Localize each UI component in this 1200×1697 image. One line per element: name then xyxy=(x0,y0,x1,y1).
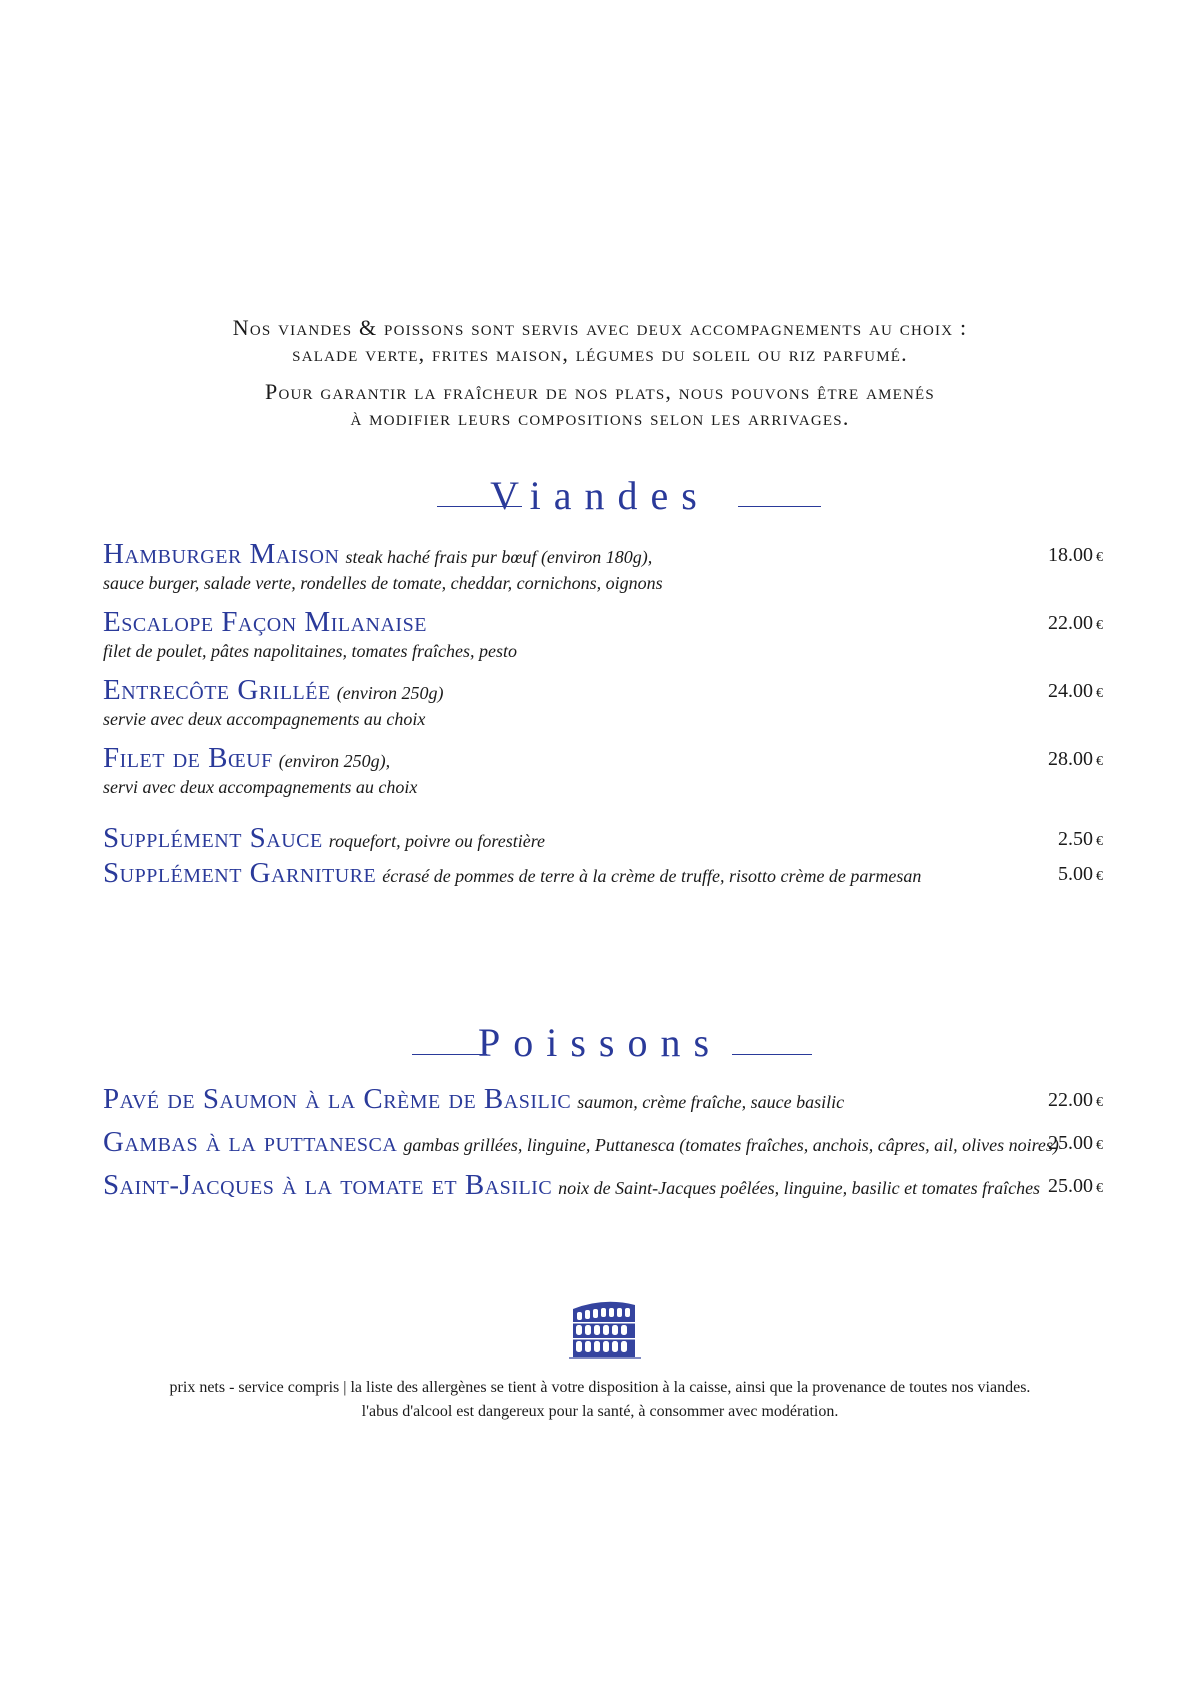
item-description: (environ 250g), xyxy=(278,751,391,771)
item-description: saumon, crème fraîche, sauce basilic xyxy=(577,1092,845,1112)
item-description: steak haché frais pur bœuf (environ 180g), xyxy=(345,547,653,567)
menu-item xyxy=(103,606,1103,662)
poissons-rule-right xyxy=(732,1054,812,1055)
item-price: 24.00 € xyxy=(1048,680,1103,702)
footer-line-1: prix nets - service compris | la liste des allergènes se tient à votre disposition à la caisse, ainsi que la provenance de toutes nos viandes. xyxy=(169,1379,1031,1396)
item-description: écrasé de pommes de terre à la crème de truffe, risotto crème de parmesan xyxy=(382,866,922,886)
intro-paragraph-1 xyxy=(0,315,1200,367)
item-price: 22.00 € xyxy=(1048,612,1103,634)
viandes-rule-right xyxy=(738,506,821,507)
intro-paragraph-2 xyxy=(0,379,1200,431)
intro-line-4: à modifier leurs compositions selon les arrivages. xyxy=(350,405,850,430)
item-description: roquefort, poivre ou forestière xyxy=(328,831,546,851)
item-price: 5.00 € xyxy=(1058,863,1103,885)
item-description-line: sauce burger, salade verte, rondelles de tomate, cheddar, cornichons, oignons xyxy=(103,573,663,593)
footer xyxy=(0,1376,1200,1424)
menu-item xyxy=(103,1083,1103,1116)
footer-line-2: l'abus d'alcool est dangereux pour la santé, à consommer avec modération. xyxy=(361,1403,839,1420)
menu-item xyxy=(103,674,1103,730)
item-description: (environ 250g) xyxy=(336,683,444,703)
item-price: 25.00 € xyxy=(1048,1175,1103,1197)
menu-item xyxy=(103,822,1103,855)
menu-item xyxy=(103,742,1103,798)
item-price: 25.00 € xyxy=(1048,1132,1103,1154)
intro-line-1: Nos viandes & poissons sont servis avec deux accompagnements au choix : xyxy=(232,315,968,340)
item-name: Entrecôte Grillée xyxy=(103,674,331,706)
intro-line-2: salade verte, frites maison, légumes du soleil ou riz parfumé. xyxy=(292,341,908,366)
section-title-poissons: Poissons xyxy=(477,1020,723,1065)
item-name: Hamburger Maison xyxy=(103,538,340,570)
item-description-line: filet de poulet, pâtes napolitaines, tomates fraîches, pesto xyxy=(103,641,517,661)
item-description: gambas grillées, linguine, Puttanesca (tomates fraîches, anchois, câpres, ail, olives noires) xyxy=(403,1135,1059,1155)
item-name: Supplément Garniture xyxy=(103,857,377,889)
item-description-line: servie avec deux accompagnements au choix xyxy=(103,709,426,729)
menu-item xyxy=(103,857,1103,890)
item-price: 18.00 € xyxy=(1048,544,1103,566)
item-name: Escalope Façon Milanaise xyxy=(103,606,427,638)
item-name: Saint-Jacques à la tomate et Basilic xyxy=(103,1169,553,1201)
item-name: Filet de Bœuf xyxy=(103,742,273,774)
colosseum-icon xyxy=(565,1295,643,1365)
item-description-line: servi avec deux accompagnements au choix xyxy=(103,777,418,797)
item-price: 2.50 € xyxy=(1058,828,1103,850)
item-price: 22.00 € xyxy=(1048,1089,1103,1111)
menu-item xyxy=(103,1126,1103,1159)
item-name: Supplément Sauce xyxy=(103,822,323,854)
intro-text xyxy=(0,315,1200,443)
menu-item xyxy=(103,1169,1103,1202)
item-name: Pavé de Saumon à la Crème de Basilic xyxy=(103,1083,572,1115)
item-price: 28.00 € xyxy=(1048,748,1103,770)
item-description: noix de Saint-Jacques poêlées, linguine, basilic et tomates fraîches xyxy=(558,1178,1041,1198)
item-name: Gambas à la puttanesca xyxy=(103,1126,398,1158)
section-title-viandes: Viandes xyxy=(490,473,710,518)
intro-line-3: Pour garantir la fraîcheur de nos plats, nous pouvons être amenés xyxy=(265,379,935,404)
menu-item xyxy=(103,538,1103,594)
